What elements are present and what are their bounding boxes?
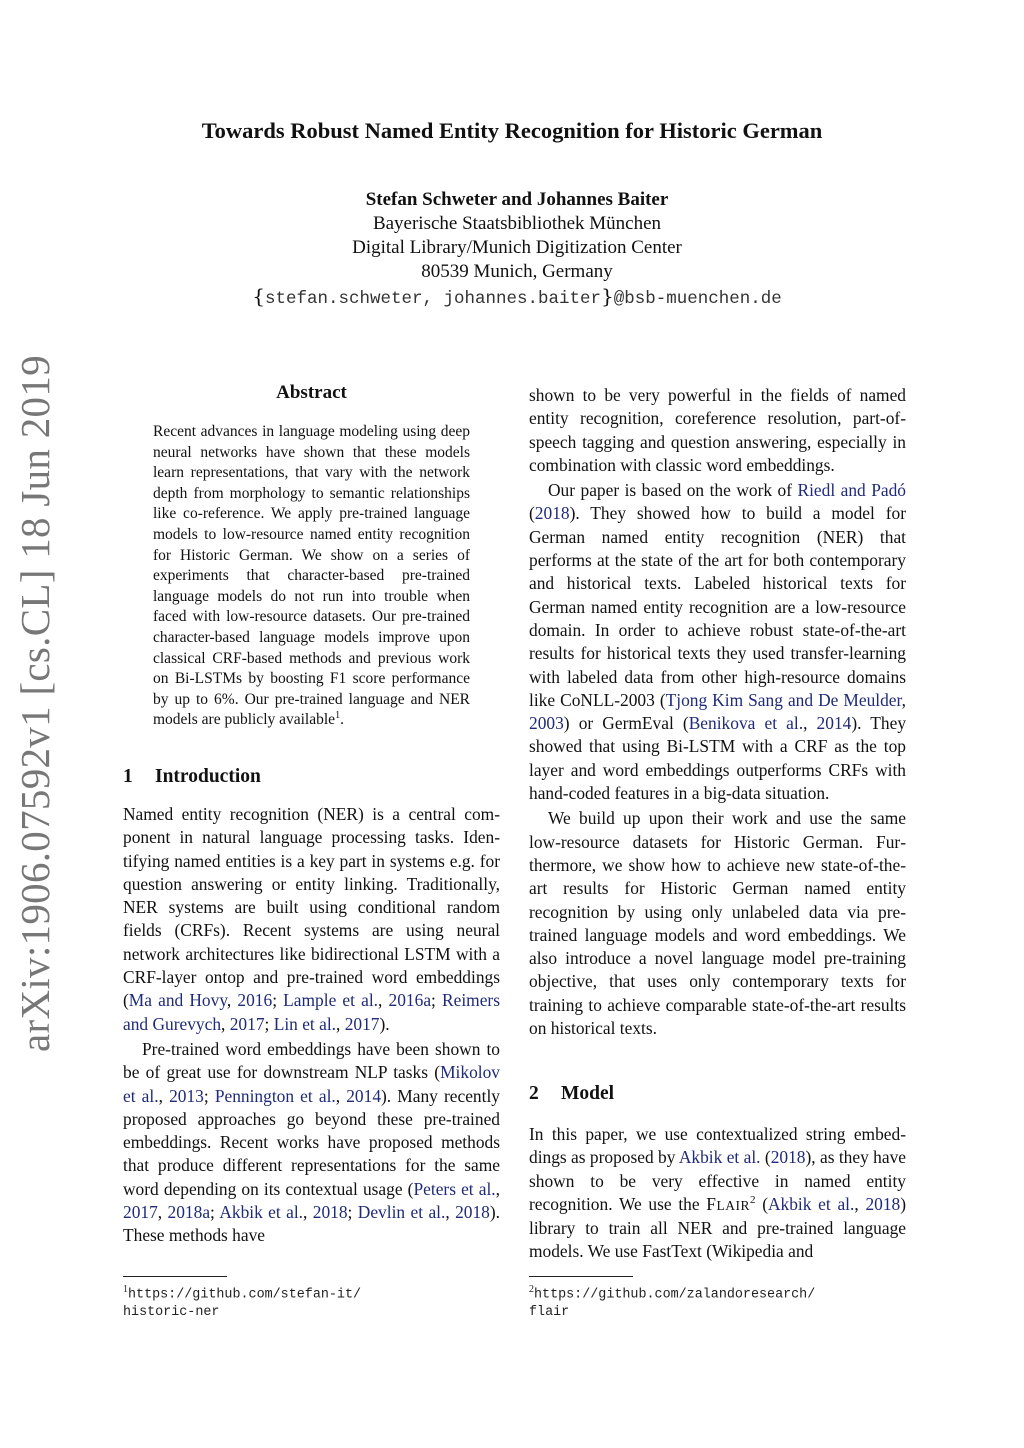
abstract-heading: Abstract	[276, 382, 347, 403]
text-run: ,	[854, 1193, 866, 1214]
text-run: (	[529, 503, 535, 524]
citation-link[interactable]: 2018	[534, 503, 570, 524]
text-run: ,	[495, 1178, 500, 1199]
left-column-text	[123, 803, 500, 1248]
citation-link[interactable]: 2003	[529, 713, 564, 734]
citation-link[interactable]: Pennington et al.	[214, 1085, 336, 1106]
paragraph: We build up upon their work and use the same low-resource datasets for Historic German. Furthermore, we show how to achieve new state-of-the-art results for Historic German named entity recognition by using only unlabeled data via pre-trained language models and word embeddings. We also introduce a novel language model pre-training objective, that uses only contemporary texts for training to achieve comparable state-of-the-art results on historical texts.	[529, 808, 906, 1039]
abstract-text	[153, 422, 470, 731]
paragraph: shown to be very powerful in the fields of named entity recognition, coreference resolution, part-of-speech tagging and question answering, especially in combination with classic word embeddings.	[529, 385, 906, 475]
citation-link[interactable]: Mikolov et al.	[123, 1062, 500, 1106]
citation-link[interactable]: Akbik et al.	[219, 1202, 304, 1223]
citation-link[interactable]: Ma and Hovy	[128, 990, 227, 1011]
text-run: ,	[158, 1085, 170, 1106]
text-run: ,	[303, 1202, 313, 1223]
text-run: ) or GermEval (	[563, 713, 689, 734]
abstract-end: .	[340, 711, 344, 729]
text-run: ,	[901, 689, 906, 710]
citation-link[interactable]: 2014	[816, 713, 852, 734]
text-run: ). They showed how to build a model for German named entity recognition (NER) that performs at the state of the art for both contemporary and historical texts. Labeled historical texts for German named entity recognition are a low-resource domain. In order to achieve robust state-of-the-art results for historical texts they used transfer-learning with labeled data from other high-resource domains like CoNLL-2003 (	[529, 503, 906, 710]
citation-link[interactable]: 2018a	[167, 1202, 211, 1223]
flair-rest: LAIR	[716, 1197, 750, 1213]
text-run: ,	[445, 1202, 456, 1223]
citation-link[interactable]: Devlin et al.	[357, 1202, 446, 1223]
citation-link[interactable]: Peters et al.	[413, 1178, 496, 1199]
section-heading-introduction	[123, 766, 261, 788]
citation-link[interactable]: 2018	[865, 1193, 901, 1214]
text-run: ).	[379, 1013, 390, 1034]
text-run: ), as they have shown to be very effective in named entity recognition. We use the	[529, 1147, 906, 1214]
footnote-mark: 1	[123, 1284, 128, 1295]
text-run: ;	[264, 1013, 274, 1034]
section-number: 2	[529, 1083, 539, 1104]
citation-link[interactable]: 2013	[169, 1085, 204, 1106]
citation-link[interactable]: Tjong Kim Sang and De Meulder	[665, 689, 902, 710]
text-run: ). Many recently proposed approaches go beyond these pre-trained embeddings. Recent works have proposed methods that produce different representations for the same word depending on its contextual usage (	[123, 1085, 500, 1199]
text-run: ,	[378, 990, 389, 1011]
text-run: ,	[221, 1013, 230, 1034]
citation-link[interactable]: Riedl and Padó	[797, 480, 906, 501]
text-run: ,	[803, 713, 817, 734]
paragraph	[529, 479, 906, 805]
footnote-url-link[interactable]: https://github.com/stefan-it/	[128, 1287, 362, 1303]
citation-link[interactable]: Akbik et al.	[767, 1193, 855, 1214]
citation-link[interactable]: 2017	[229, 1013, 265, 1034]
author-names: Stefan Schweter and Johannes Baiter	[365, 189, 669, 210]
paper-title: Towards Robust Named Entity Recognition for Historic German	[201, 118, 823, 143]
citation-link[interactable]: Reimers and Gurevych	[123, 990, 500, 1034]
email-brace-open: {	[252, 284, 265, 308]
text-run: ;	[431, 990, 443, 1011]
text-run: ,	[157, 1202, 168, 1223]
author-emails	[0, 284, 1024, 311]
affiliation-institution: Bayerische Staatsbibliothek München	[372, 213, 662, 234]
text-run: ;	[203, 1085, 215, 1106]
text-run: ,	[335, 1085, 347, 1106]
text-run: Named entity recognition (NER) is a central component in natural language processing tasks. Identifying named entities is a key part in systems e.g. for question answering or entity linking. Traditionally, NER systems are built using conditional random fields (CRFs). Recent systems are using neural network architectures like bidirectional LSTM with a CRF-layer ontop and pre-trained word embeddings (	[123, 804, 500, 1011]
flair-initial: F	[706, 1193, 717, 1214]
footnote-url-link-cont[interactable]: flair	[529, 1304, 570, 1320]
citation-link[interactable]: Akbik et al.	[678, 1147, 761, 1168]
citation-link[interactable]: 2018	[770, 1147, 806, 1168]
text-run: Pre-trained word embeddings have been shown to be of great use for downstream NLP tasks (	[123, 1038, 500, 1083]
citation-link[interactable]: Benikova et al.	[688, 713, 804, 734]
affiliation-department: Digital Library/Munich Digitization Center	[352, 237, 682, 258]
paragraph	[529, 1123, 906, 1264]
affiliation-address: 80539 Munich, Germany	[421, 261, 613, 282]
footnote-url-link-cont[interactable]: historic-ner	[123, 1304, 220, 1320]
text-run: ,	[336, 1013, 345, 1034]
footnote-rule	[123, 1276, 227, 1277]
text-run: ;	[272, 990, 284, 1011]
footnote-ref-1[interactable]: 1	[335, 710, 341, 722]
footnote-ref-2[interactable]: 2	[749, 1194, 756, 1207]
text-run: ;	[347, 1202, 358, 1223]
paragraph	[123, 803, 500, 1036]
section-heading-model	[529, 1083, 614, 1105]
email-domain: @bsb-muenchen.de	[613, 289, 782, 309]
section-title: Model	[561, 1083, 615, 1104]
text-run: ). These methods have	[123, 1202, 501, 1246]
citation-link[interactable]: 2017	[123, 1202, 158, 1223]
text-run: ;	[210, 1202, 220, 1223]
footnote-mark: 2	[529, 1284, 534, 1295]
author-block	[0, 188, 1024, 311]
citation-link[interactable]: 2018	[455, 1202, 490, 1223]
paragraph	[123, 1038, 500, 1248]
abstract-body-text: Recent advances in language modeling using deep neural networks have shown that these models learn representations, that vary with the network depth from morphology to semantic relationships like co-reference. We apply pre-trained language models to low-resource named entity recognition for Historic German. We show on a series of experiments that character-based pre-trained language models do not run into trouble when faced with low-resource datasets. Our pre-trained character-based language models improve upon classical CRF-based methods and previous work on Bi-LSTMs by boosting F1 score performance by up to 6%. Our pre-trained language and NER models are publicly available	[153, 423, 470, 729]
text-run: ). They showed that using Bi-LSTM with a CRF as the top layer and word embeddings outperforms CRFs with hand-coded features in a big-data situation.	[529, 713, 907, 804]
section-number: 1	[123, 766, 133, 787]
email-brace-close: }	[601, 284, 614, 308]
text-run: In this paper, we use contextualized string embeddings as proposed by	[529, 1124, 906, 1168]
footnote-url-link[interactable]: https://github.com/zalandoresearch/	[534, 1287, 816, 1303]
section-title: Introduction	[155, 766, 261, 787]
citation-link[interactable]: Lample et al.	[283, 990, 379, 1011]
flair-smallcaps	[706, 1194, 750, 1214]
citation-link[interactable]: 2016a	[388, 990, 432, 1011]
right-column-text	[529, 384, 906, 1040]
text-run: (	[760, 1147, 771, 1168]
text-run: Our paper is based on the work of	[548, 480, 798, 501]
arxiv-stamp: arXiv:1906.07592v1 [cs.CL] 18 Jun 2019	[12, 355, 58, 1052]
text-run: (	[755, 1193, 768, 1214]
citation-link[interactable]: 2017	[344, 1013, 380, 1034]
footnote-1	[123, 1281, 361, 1321]
email-users: stefan.schweter, johannes.baiter	[264, 289, 602, 309]
text-run: ,	[226, 990, 238, 1011]
model-section-text	[529, 1123, 906, 1264]
text-run: ) library to train all NER and pre-trained language models. We use FastText (Wikipedia and	[529, 1193, 907, 1262]
citation-link[interactable]: 2016	[237, 990, 273, 1011]
citation-link[interactable]: 2014	[346, 1085, 382, 1106]
footnote-rule	[529, 1276, 633, 1277]
footnote-2	[529, 1281, 815, 1321]
citation-link[interactable]: Lin et al.	[273, 1013, 336, 1034]
citation-link[interactable]: 2018	[312, 1202, 348, 1223]
